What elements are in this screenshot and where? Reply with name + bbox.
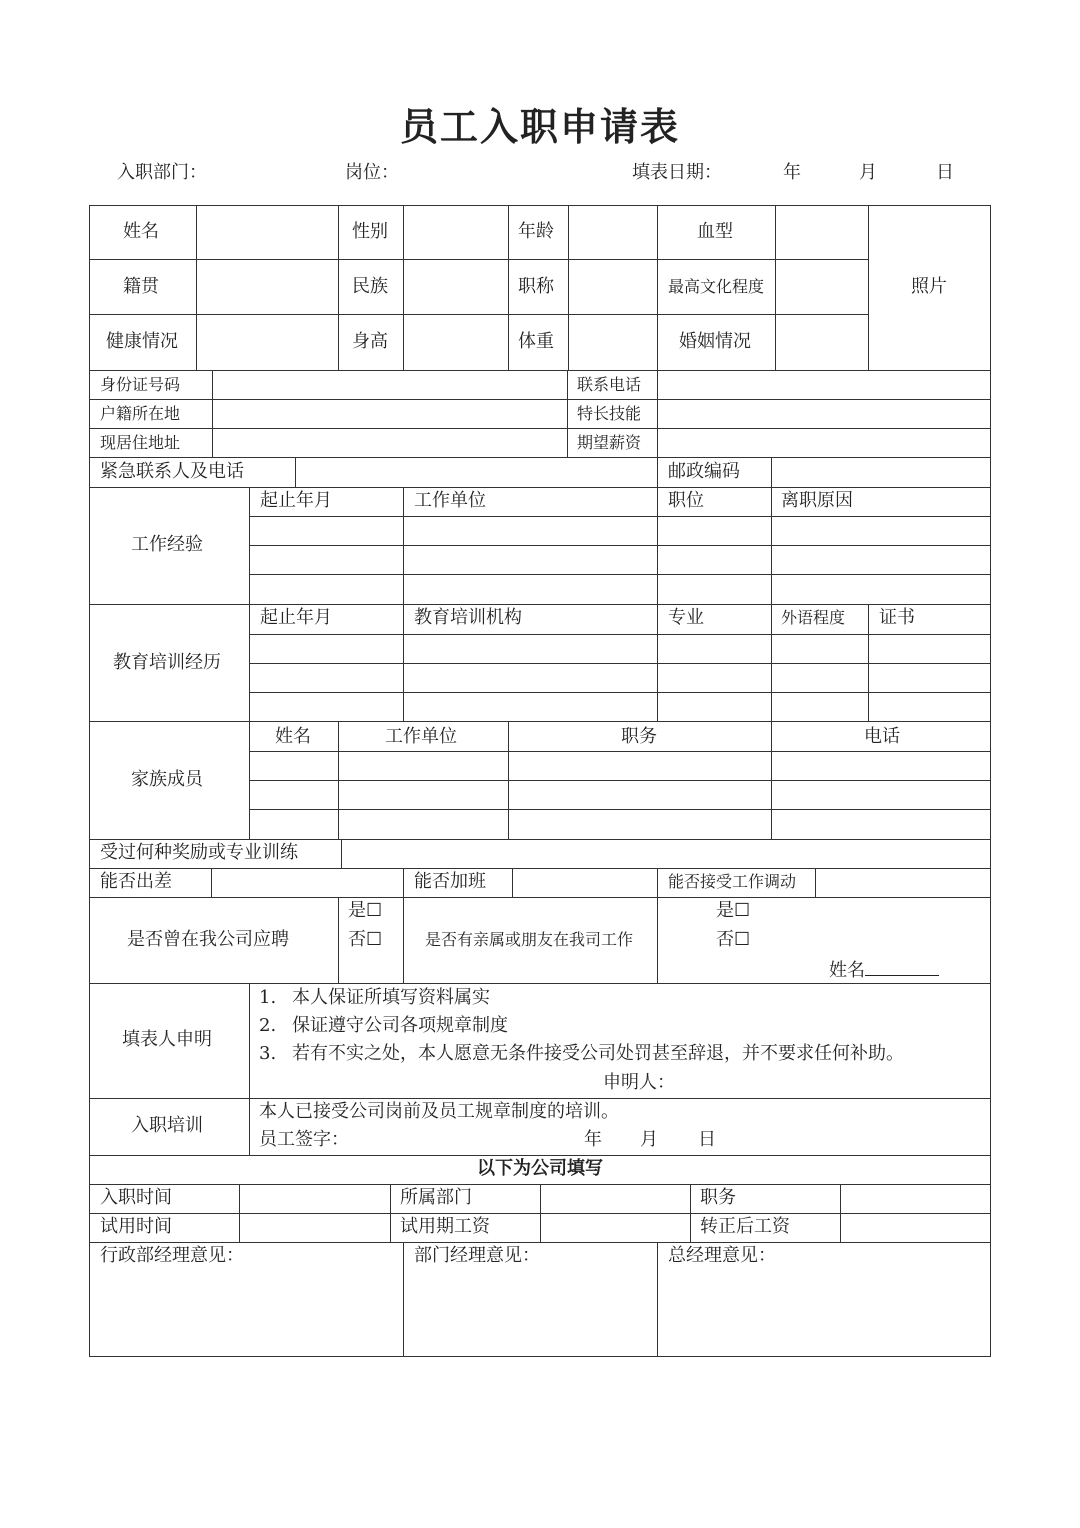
education-label: 最高文化程度 (668, 277, 765, 296)
gender-label: 性别 (352, 221, 388, 242)
dept-label: 所属部门 (400, 1187, 472, 1208)
date-year-label: 年 (783, 162, 801, 183)
family-header: 工作单位 (385, 726, 457, 747)
training-year: 年 (584, 1129, 602, 1150)
col-line (771, 457, 772, 487)
declaration-item: 若有不实之处，本人愿意无条件接受公司处罚甚至辞退，并不要求任何补助。 (292, 1043, 904, 1064)
training-month: 月 (640, 1129, 658, 1150)
family-header: 职务 (621, 726, 657, 747)
col-line (657, 370, 658, 457)
family-header: 姓名 (275, 726, 311, 747)
department-label: 入职部门： (117, 162, 207, 183)
training-label: 入职培训 (131, 1115, 203, 1136)
col-line (771, 604, 772, 721)
postcode-label: 邮政编码 (668, 461, 740, 482)
name-label: 姓名 (123, 221, 159, 242)
ethnicity-label: 民族 (352, 276, 388, 297)
declaration-label: 填表人申明 (122, 1029, 212, 1050)
relatives-no-checkbox[interactable]: 否☐ (716, 929, 751, 950)
date-month-label: 月 (859, 162, 877, 183)
col-line (249, 721, 250, 839)
col-line (657, 205, 658, 370)
row-line (89, 868, 991, 869)
col-line (403, 205, 404, 370)
col-line (403, 1242, 404, 1357)
col-line (657, 868, 658, 897)
row-line (89, 1098, 991, 1099)
edu-header: 证书 (879, 607, 915, 628)
row-line (89, 1242, 991, 1243)
skills-label: 特长技能 (577, 404, 642, 423)
admin-opinion-label: 行政部经理意见： (100, 1245, 244, 1266)
declaration-num: 1. (259, 987, 277, 1008)
emergency-label: 紧急联系人及电话 (100, 461, 244, 482)
col-line (338, 721, 339, 839)
work-header: 职位 (668, 490, 704, 511)
transfer-label: 能否接受工作调动 (668, 872, 797, 891)
health-label: 健康情况 (106, 331, 178, 352)
col-line (690, 1184, 691, 1242)
regular-salary-label: 转正后工资 (700, 1216, 790, 1237)
training-day: 日 (698, 1129, 716, 1150)
work-header: 离职原因 (781, 490, 853, 511)
col-line (239, 1184, 240, 1242)
col-line (771, 721, 772, 839)
training-text: 本人已接受公司岗前及员工规章制度的培训。 (259, 1101, 619, 1122)
native-place-label: 籍贯 (123, 276, 159, 297)
row-line (249, 574, 991, 575)
signer-label: 申明人： (603, 1072, 675, 1093)
gm-opinion-label: 总经理意见： (668, 1245, 776, 1266)
company-heading: 以下为公司填写 (477, 1158, 603, 1179)
col-line (568, 205, 569, 370)
id-number-label: 身份证号码 (100, 375, 181, 394)
trial-time-label: 试用时间 (100, 1216, 172, 1237)
work-label: 工作经验 (131, 534, 203, 555)
declaration-item: 保证遵守公司各项规章制度 (292, 1015, 508, 1036)
row-line (89, 897, 991, 898)
dept-opinion-label: 部门经理意见： (414, 1245, 540, 1266)
relatives-yes-checkbox[interactable]: 是☐ (716, 900, 751, 921)
col-line (657, 604, 658, 721)
row-line (89, 428, 991, 429)
col-line (196, 205, 197, 370)
col-line (249, 487, 250, 604)
family-header: 电话 (864, 726, 900, 747)
col-line (657, 1242, 658, 1357)
col-line (403, 487, 404, 604)
row-line (249, 545, 991, 546)
row-line (249, 634, 991, 635)
work-header: 工作单位 (414, 490, 486, 511)
row-line (89, 1155, 991, 1156)
row-line (249, 516, 991, 517)
post-label: 职务 (700, 1187, 736, 1208)
edu-header: 教育培训机构 (414, 607, 522, 628)
col-line (657, 897, 658, 983)
col-line (771, 487, 772, 604)
trial-salary-label: 试用期工资 (400, 1216, 490, 1237)
declaration-num: 2. (259, 1015, 277, 1036)
applied-yes-checkbox[interactable]: 是☐ (348, 900, 383, 921)
col-line (341, 839, 342, 868)
page-title: 员工入职申请表 (399, 105, 680, 149)
row-line (89, 487, 991, 488)
travel-label: 能否出差 (100, 871, 172, 892)
row-line (89, 399, 991, 400)
col-line (338, 205, 339, 370)
row-line (89, 721, 991, 722)
entry-time-label: 入职时间 (100, 1187, 172, 1208)
row-line (249, 809, 991, 810)
col-line (403, 604, 404, 721)
col-line (868, 604, 869, 721)
col-line (390, 1184, 391, 1242)
phone-label: 联系电话 (577, 375, 642, 394)
age-label: 年龄 (518, 221, 554, 242)
date-day-label: 日 (936, 162, 954, 183)
col-line (403, 868, 404, 897)
marital-label: 婚姻情况 (679, 331, 751, 352)
edu-header: 起止年月 (260, 607, 332, 628)
row-line (89, 604, 991, 605)
col-line (657, 457, 658, 487)
row-line (249, 692, 991, 693)
col-line (840, 1184, 841, 1242)
edu-label: 教育培训经历 (113, 652, 221, 673)
col-line (508, 721, 509, 839)
work-header: 起止年月 (260, 490, 332, 511)
position-label: 岗位： (345, 162, 399, 183)
col-line (211, 868, 212, 897)
awards-label: 受过何种奖励或专业训练 (100, 842, 298, 863)
height-label: 身高 (352, 331, 388, 352)
row-line (89, 370, 991, 371)
col-line (338, 897, 339, 983)
family-label: 家族成员 (131, 769, 203, 790)
household-label: 户籍所在地 (100, 404, 181, 423)
row-line (249, 751, 991, 752)
edu-header: 专业 (668, 607, 704, 628)
applied-label: 是否曾在我公司应聘 (127, 929, 289, 950)
row-line (89, 839, 991, 840)
row-line (89, 457, 991, 458)
signature-label: 员工签字： (259, 1129, 349, 1150)
overtime-label: 能否加班 (414, 871, 486, 892)
row-line (249, 663, 991, 664)
address-label: 现居住地址 (100, 433, 181, 452)
photo-label: 照片 (911, 276, 947, 297)
applied-no-checkbox[interactable]: 否☐ (348, 929, 383, 950)
col-line (212, 370, 213, 457)
title-label: 职称 (518, 276, 554, 297)
declaration-num: 3. (259, 1043, 277, 1064)
col-line (249, 983, 250, 1155)
col-line (249, 604, 250, 721)
row-line (249, 780, 991, 781)
blood-type-label: 血型 (697, 221, 733, 242)
col-line (815, 868, 816, 897)
col-line (567, 370, 568, 457)
salary-label: 期望薪资 (577, 433, 642, 452)
row-line (89, 314, 868, 315)
fill-date-label: 填表日期： (632, 162, 722, 183)
weight-label: 体重 (518, 331, 554, 352)
row-line (89, 259, 868, 260)
col-line (295, 457, 296, 487)
col-line (512, 868, 513, 897)
col-line (657, 487, 658, 604)
edu-header: 外语程度 (781, 608, 846, 627)
col-line (403, 897, 404, 983)
col-line (540, 1184, 541, 1242)
relatives-label: 是否有亲属或朋友在我司工作 (425, 930, 634, 949)
declaration-item: 本人保证所填写资料属实 (292, 987, 490, 1008)
col-line (775, 205, 776, 370)
col-line (868, 205, 869, 370)
col-line (508, 205, 509, 370)
row-line (89, 983, 991, 984)
relatives-name-field: 姓名 (829, 959, 939, 980)
